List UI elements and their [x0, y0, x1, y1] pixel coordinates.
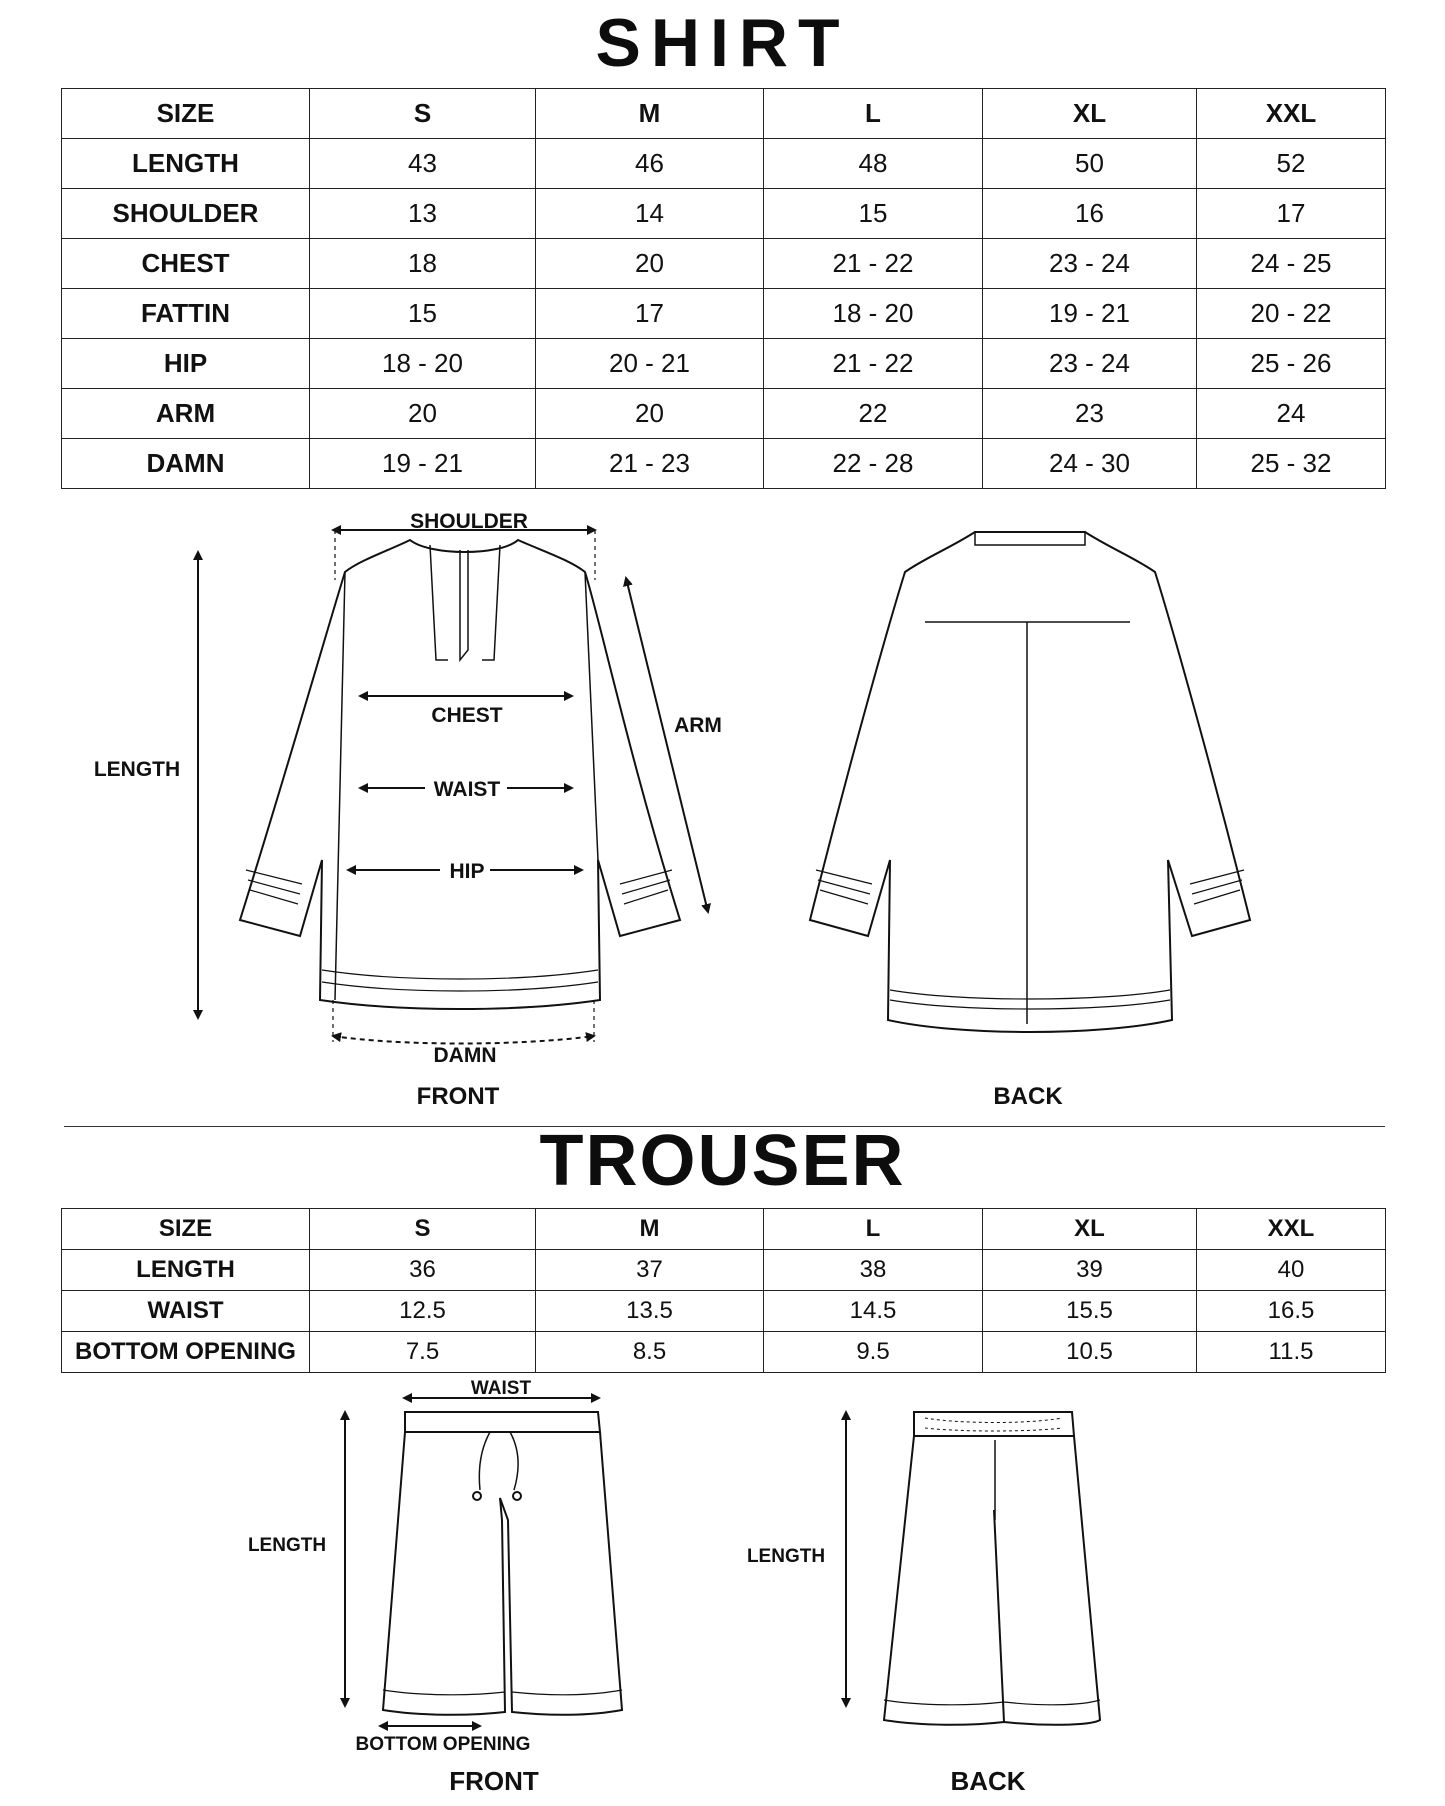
label-waist: WAIST	[433, 778, 501, 801]
trouser-size-table	[61, 1208, 1386, 1373]
table-cell: 20	[536, 389, 764, 439]
label-trouser-waist: WAIST	[470, 1380, 532, 1399]
label-bottom-opening: BOTTOM OPENING	[355, 1734, 531, 1755]
label-arm: ARM	[674, 714, 722, 737]
table-cell: 13.5	[536, 1291, 764, 1332]
table-cell: 20	[310, 389, 536, 439]
table-row	[62, 439, 1386, 489]
table-cell: 23 - 24	[983, 339, 1197, 389]
table-cell: 22 - 28	[764, 439, 983, 489]
label-front: FRONT	[416, 1083, 500, 1110]
table-cell: 25 - 32	[1197, 439, 1386, 489]
table-row	[62, 239, 1386, 289]
row-label: HIP	[62, 339, 310, 389]
table-header-row	[62, 89, 1386, 139]
table-cell: 10.5	[983, 1332, 1197, 1373]
row-label: BOTTOM OPENING	[62, 1332, 310, 1373]
shirt-size-table	[61, 88, 1386, 489]
table-row	[62, 289, 1386, 339]
table-cell: 48	[764, 139, 983, 189]
header-cell: L	[764, 1209, 983, 1250]
table-cell: 23	[983, 389, 1197, 439]
header-cell: XXL	[1197, 1209, 1386, 1250]
trouser-front-arrows	[345, 1398, 599, 1726]
table-cell: 21 - 22	[764, 239, 983, 289]
table-cell: 18	[310, 239, 536, 289]
trouser-diagram	[0, 1380, 1445, 1806]
table-cell: 14	[536, 189, 764, 239]
label-chest: CHEST	[431, 704, 503, 727]
table-cell: 18 - 20	[764, 289, 983, 339]
header-cell: SIZE	[62, 89, 310, 139]
table-cell: 11.5	[1197, 1332, 1386, 1373]
table-cell: 15.5	[983, 1291, 1197, 1332]
row-label: WAIST	[62, 1291, 310, 1332]
row-label: DAMN	[62, 439, 310, 489]
table-cell: 38	[764, 1250, 983, 1291]
table-cell: 43	[310, 139, 536, 189]
table-cell: 24	[1197, 389, 1386, 439]
row-label: ARM	[62, 389, 310, 439]
label-trouser-back: BACK	[950, 1766, 1026, 1796]
table-cell: 13	[310, 189, 536, 239]
header-cell: M	[536, 89, 764, 139]
table-cell: 20 - 22	[1197, 289, 1386, 339]
table-row	[62, 339, 1386, 389]
table-cell: 25 - 26	[1197, 339, 1386, 389]
label-length: LENGTH	[93, 758, 181, 781]
table-cell: 16	[983, 189, 1197, 239]
table-cell: 46	[536, 139, 764, 189]
header-cell: SIZE	[62, 1209, 310, 1250]
table-cell: 19 - 21	[983, 289, 1197, 339]
table-cell: 37	[536, 1250, 764, 1291]
shirt-diagram	[0, 500, 1445, 1120]
table-cell: 22	[764, 389, 983, 439]
table-row	[62, 139, 1386, 189]
table-cell: 20 - 21	[536, 339, 764, 389]
table-cell: 39	[983, 1250, 1197, 1291]
table-cell: 24 - 30	[983, 439, 1197, 489]
table-cell: 17	[1197, 189, 1386, 239]
row-label: LENGTH	[62, 139, 310, 189]
table-row	[62, 1291, 1386, 1332]
label-trouser-length-front: LENGTH	[247, 1535, 327, 1556]
header-cell: M	[536, 1209, 764, 1250]
label-shoulder: SHOULDER	[410, 510, 528, 533]
table-cell: 36	[310, 1250, 536, 1291]
header-cell: XL	[983, 1209, 1197, 1250]
table-cell: 24 - 25	[1197, 239, 1386, 289]
table-cell: 15	[310, 289, 536, 339]
trouser-back-sketch	[884, 1412, 1100, 1725]
table-cell: 14.5	[764, 1291, 983, 1332]
label-damn: DAMN	[433, 1044, 497, 1067]
row-label: CHEST	[62, 239, 310, 289]
header-cell: XXL	[1197, 89, 1386, 139]
table-row	[62, 389, 1386, 439]
shirt-title: SHIRT	[595, 5, 850, 81]
table-cell: 9.5	[764, 1332, 983, 1373]
label-trouser-front: FRONT	[449, 1766, 539, 1796]
table-cell: 23 - 24	[983, 239, 1197, 289]
header-cell: L	[764, 89, 983, 139]
row-label: FATTIN	[62, 289, 310, 339]
table-cell: 40	[1197, 1250, 1386, 1291]
table-cell: 21 - 23	[536, 439, 764, 489]
table-cell: 21 - 22	[764, 339, 983, 389]
table-cell: 50	[983, 139, 1197, 189]
table-cell: 16.5	[1197, 1291, 1386, 1332]
label-hip: HIP	[449, 860, 485, 883]
table-cell: 17	[536, 289, 764, 339]
table-row	[62, 1332, 1386, 1373]
table-cell: 18 - 20	[310, 339, 536, 389]
header-cell: XL	[983, 89, 1197, 139]
table-cell: 8.5	[536, 1332, 764, 1373]
table-cell: 52	[1197, 139, 1386, 189]
shirt-back-sketch	[810, 532, 1250, 1032]
trouser-title: TROUSER	[539, 1121, 906, 1201]
label-back: BACK	[993, 1083, 1063, 1110]
row-label: LENGTH	[62, 1250, 310, 1291]
header-cell: S	[310, 1209, 536, 1250]
table-cell: 15	[764, 189, 983, 239]
table-row	[62, 1250, 1386, 1291]
row-label: SHOULDER	[62, 189, 310, 239]
table-header-row	[62, 1209, 1386, 1250]
table-cell: 12.5	[310, 1291, 536, 1332]
table-cell: 7.5	[310, 1332, 536, 1373]
table-cell: 20	[536, 239, 764, 289]
header-cell: S	[310, 89, 536, 139]
label-trouser-length-back: LENGTH	[746, 1546, 826, 1567]
shirt-front-sketch	[240, 540, 680, 1009]
table-cell: 19 - 21	[310, 439, 536, 489]
trouser-front-sketch	[383, 1412, 622, 1715]
table-row	[62, 189, 1386, 239]
